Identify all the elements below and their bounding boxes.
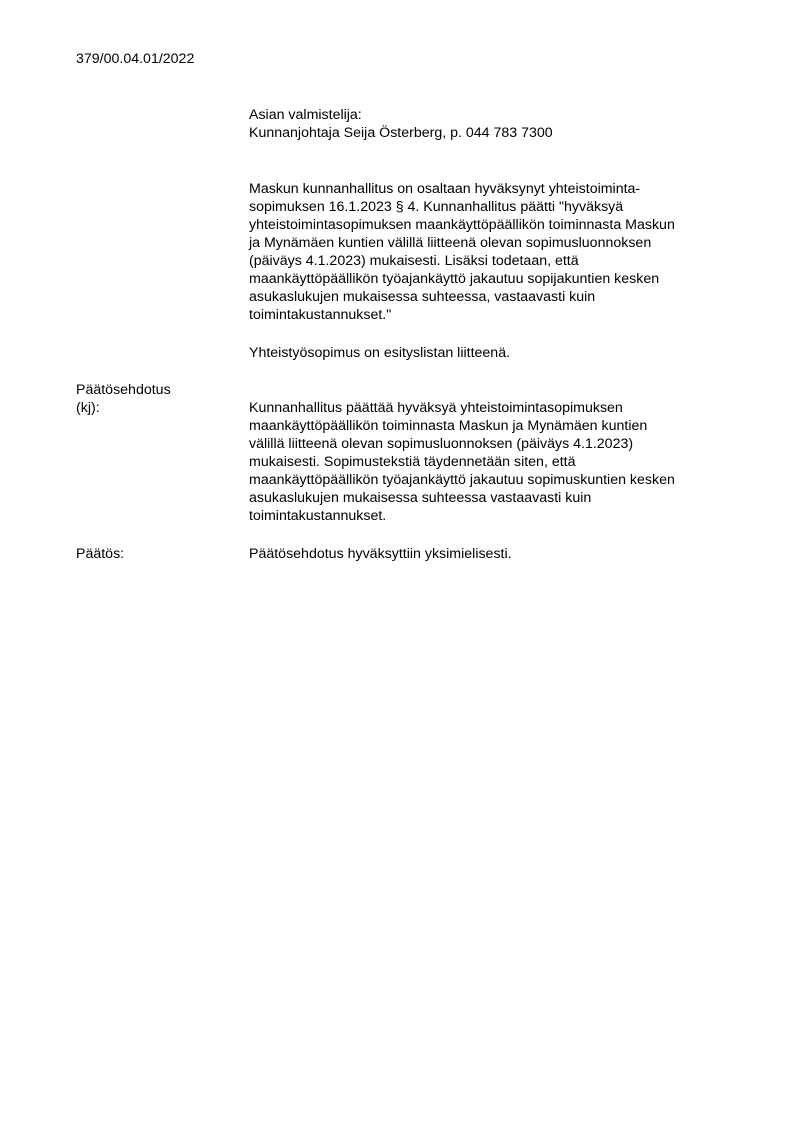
paragraph-line: sopimuksen 16.1.2023 § 4. Kunnanhallitus päätti "hyväksyä [249,199,624,215]
paragraph-line: Maskun kunnanhallitus on osaltaan hyväksynyt yhteistoiminta- [249,181,641,197]
paragraph-line: asukaslukujen mukaisessa suhteessa, vastaavasti kuin [249,289,596,305]
proposal-line: asukaslukujen mukaisessa suhteessa vastaavasti kuin [249,490,592,506]
proposal-label: Päätösehdotus [76,382,171,398]
attachment-note: Yhteistyösopimus on esityslistan liitteenä. [249,345,511,361]
paragraph-line: ja Mynämäen kuntien välillä liitteenä olevan sopimusluonnoksen [249,235,652,251]
proposal-line: mukaisesti. Sopimustekstiä täydennetään siten, että [249,454,576,470]
paragraph-line: toimintakustannukset." [249,307,392,323]
proposal-line: Kunnanhallitus päättää hyväksyä yhteistoimintasopimuksen [249,400,623,416]
paragraph-line: (päiväys 4.1.2023) mukaisesti. Lisäksi todetaan, että [249,253,579,269]
proposal-line: maankäyttöpäällikön työajankäyttö jakautuu sopimuskuntien kesken [249,472,675,488]
proposal-line: maankäyttöpäällikön toiminnasta Maskun ja Mynämäen kuntien [249,418,648,434]
preparer-name: Kunnanjohtaja Seija Österberg, p. 044 783 7300 [249,125,553,141]
reference-number: 379/00.04.01/2022 [76,51,195,67]
decision-text: Päätösehdotus hyväksyttiin yksimielisesti. [249,546,512,562]
proposal-label-suffix: (kj): [76,400,100,416]
paragraph-line: maankäyttöpäällikön työajankäyttö jakautuu sopijakuntien kesken [249,271,660,287]
paragraph-line: yhteistoimintasopimuksen maankäyttöpäällikön toiminnasta Maskun [249,217,675,233]
preparer-heading: Asian valmistelija: [249,107,362,123]
proposal-line: välillä liitteenä olevan sopimusluonnoksen (päiväys 4.1.2023) [249,436,634,452]
proposal-line: toimintakustannukset. [249,508,387,524]
decision-label: Päätös: [76,546,125,562]
